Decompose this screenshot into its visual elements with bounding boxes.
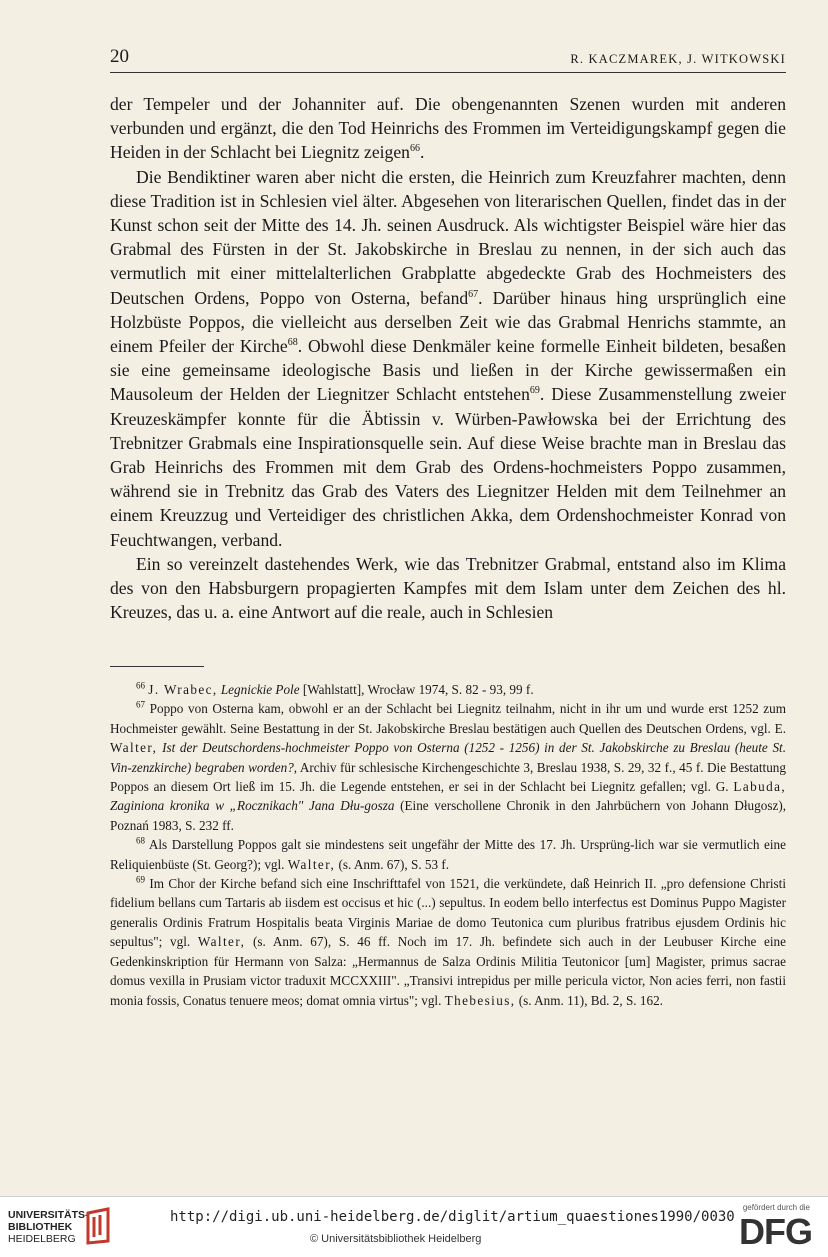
footnote-69: $^{69}$ Im Chor der Kirche befand sich eine Inschrifttafel von 1521, die verkündete, daß Heinrich II. „pro defensione Christi fidelium bellans cum Tartaris ab iisdem est occisus et hic (...) sepultus. In eodem bello interfectus est Dominus Puppo Magister generalis Ordinis Fratrum Hospitalis beata Virginis Mariae de domo Teutonica cum pluribus fratribus ejusdem Ordinis hic sepultus"; vgl. Walter, (s. Anm. 67), S. 46 ff. Noch im 17. Jh. befindete sich auch in der Leubuser Kirche eine Gedenkinskription für Hermann von Salza: „Hermannus de Salza Ordinis Militia Teutonicor [um] Magister, primus sacrae domus vexilla in Prusiam victor traduxit MCCXXIII". „Transivi intrepidus per mille pericula victor, Non acies ferri, non fastii monia fossis, Conatus tenuere meos; domat omnia virtus"; vgl. Thebesius, (s. Anm. 11), Bd. 2, S. 162. bbox=[110, 874, 787, 1008]
page-number: 20 bbox=[110, 46, 129, 67]
footnote-separator bbox=[110, 666, 204, 667]
footnote-67: $^{67}$ Poppo von Osterna kam, obwohl er an der Schlacht bei Liegnitz teilnahm, nicht in ihr um und wurde erst 1252 zum Hochmeister gewählt. Seine Bestattung in der St. Jakobskirche Breslau bestätigen auch Quellen des Deutschen Ordens, vgl. E. Walter, Ist der Deutschordens-hochmeister Poppo von Osterna (1252 - 1256) in der St. Jakobskirche zu Breslau (heute St. Vin-zenzkirche) begraben worden?, Archiv für schlesische Kirchengeschichte 3, Breslau 1938, S. 29, 32 f., 45 f. Die Bestattung Poppos an diesem Ort ließ im 15. Jh. die Legende entstehen, er sei in der Schlacht bei Liegnitz gefallen; vgl. G. Labuda, Zaginiona kronika w „Rocznikach" Jana Dłu-gosza (Eine verschollene Chronik in den Jahrbüchern von Johann Długosz), Poznań 1983, S. 232 ff. bbox=[110, 700, 787, 833]
footnote-66: $^{66}$ J. Wrabec, Legnickie Pole [Wahlstatt], Wrocław 1974, S. 82 - 93, 99 f. bbox=[136, 680, 534, 697]
paragraph-3: Ein so vereinzelt dastehendes Werk, wie das Trebnitzer Grabmal, entstand also im Klima des von den Habsburgern propagierten Kampfes mit dem Islam unter dem Zeichen des hl. Kreuzes, das u. a. eine Antwort auf die reale, auch in Schlesien bbox=[110, 553, 786, 623]
viewer-footer bbox=[0, 1196, 828, 1257]
footnote-68: $^{68}$ Als Darstellung Poppos galt sie mindestens seit ungefähr der Mitte des 17. Jh. Ursprüng-lich war sie vermutlich eine Reliquienbüste (St. Georg?); vgl. Walter, (s. Anm. 67), S. 53 f. bbox=[110, 835, 786, 872]
footnote-ref-69[interactable]: 69 bbox=[529, 385, 540, 397]
dfg-logo[interactable]: DFG bbox=[739, 1211, 812, 1252]
running-head: R. KACZMAREK, J. WITKOWSKI bbox=[570, 52, 786, 66]
copyright-notice: © Universitätsbibliothek Heidelberg bbox=[310, 1233, 482, 1245]
page-header bbox=[110, 46, 786, 73]
paragraph-2: Die Bendiktiner waren aber nicht die ersten, die Heinrich zum Kreuzfahrer machten, denn diese Tradition ist in Schlesien viel älter. Abgesehen von literarischen Quellen, findet das in der Kunst schon seit der Mitte des 14. Jh. seinen Ausdruck. Als wichtigster Beispiel wäre hier das Grabmal des Fürsten in der St. Jakobskirche in Breslau zu nennen, in der sich auch das vermutlich mit einer mittelalterlichen Grabplatte abgedeckte Grab des Hochmeisters des Deutschen Ordens, Poppo von Osterna, befand$^{67}$. Darüber hinaus hing ursprünglich eine Holzbüste Poppos, die vielleicht aus derselben Zeit wie das Grabmal Henrichs stammte, an einem Pfeiler der Kirche$^{68}$. Obwohl diese Denkmäler keine formelle Einheit bildeten, besaßen sie eine gemeinsame ideologische Basis und ließen in der Kirche gewissermaßen ein Mausoleum der Helden der Liegnitzer Schlacht entstehen$^{69}$. Diese Zusammenstellung zweier Kreuzeskämpfer konnte für die Äbtissin v. Würben-Pawłowska bei der Errichtung des Trebnitzer Grabmals eine Inspirationsquelle sein. Auf diese Weise brachte man in Breslau das Grab Heinrichs des Frommen mit dem Grab des Ordens-hochmeisters Poppo zusammen, während sie in Trebnitz das Grab des Vaters des Liegnitzer Helden mit dem Teilnehmer an einem Kreuzzug und Verteidiger des christlichen Akka, dem Ordenshochmeister Konrad von Feuchtwangen, verband. bbox=[110, 166, 787, 550]
library-mark-icon bbox=[84, 1207, 112, 1245]
footnote-ref-66[interactable]: 66 bbox=[409, 143, 420, 155]
footnote-ref-68[interactable]: 68 bbox=[287, 337, 298, 349]
main-text bbox=[110, 92, 786, 624]
library-logo[interactable]: UNIVERSITÄTS- BIBLIOTHEK HEIDELBERG bbox=[8, 1209, 89, 1245]
document-url[interactable]: http://digi.ub.uni-heidelberg.de/diglit/artium_quaestiones1990/0030 bbox=[170, 1209, 735, 1225]
footnote-ref-67[interactable]: 67 bbox=[468, 288, 479, 300]
paragraph-1: der Tempeler und der Johanniter auf. Die obengenannten Szenen wurden mit anderen verbunden und ergänzt, die den Tod Heinrichs des Frommen im Verteidigungskampf gegen die Heiden in der Schlacht bei Liegnitz zeigen$^{66}$. bbox=[110, 94, 786, 163]
footnotes bbox=[110, 680, 786, 1010]
dfg-funding-note: gefördert durch die bbox=[742, 1203, 810, 1212]
